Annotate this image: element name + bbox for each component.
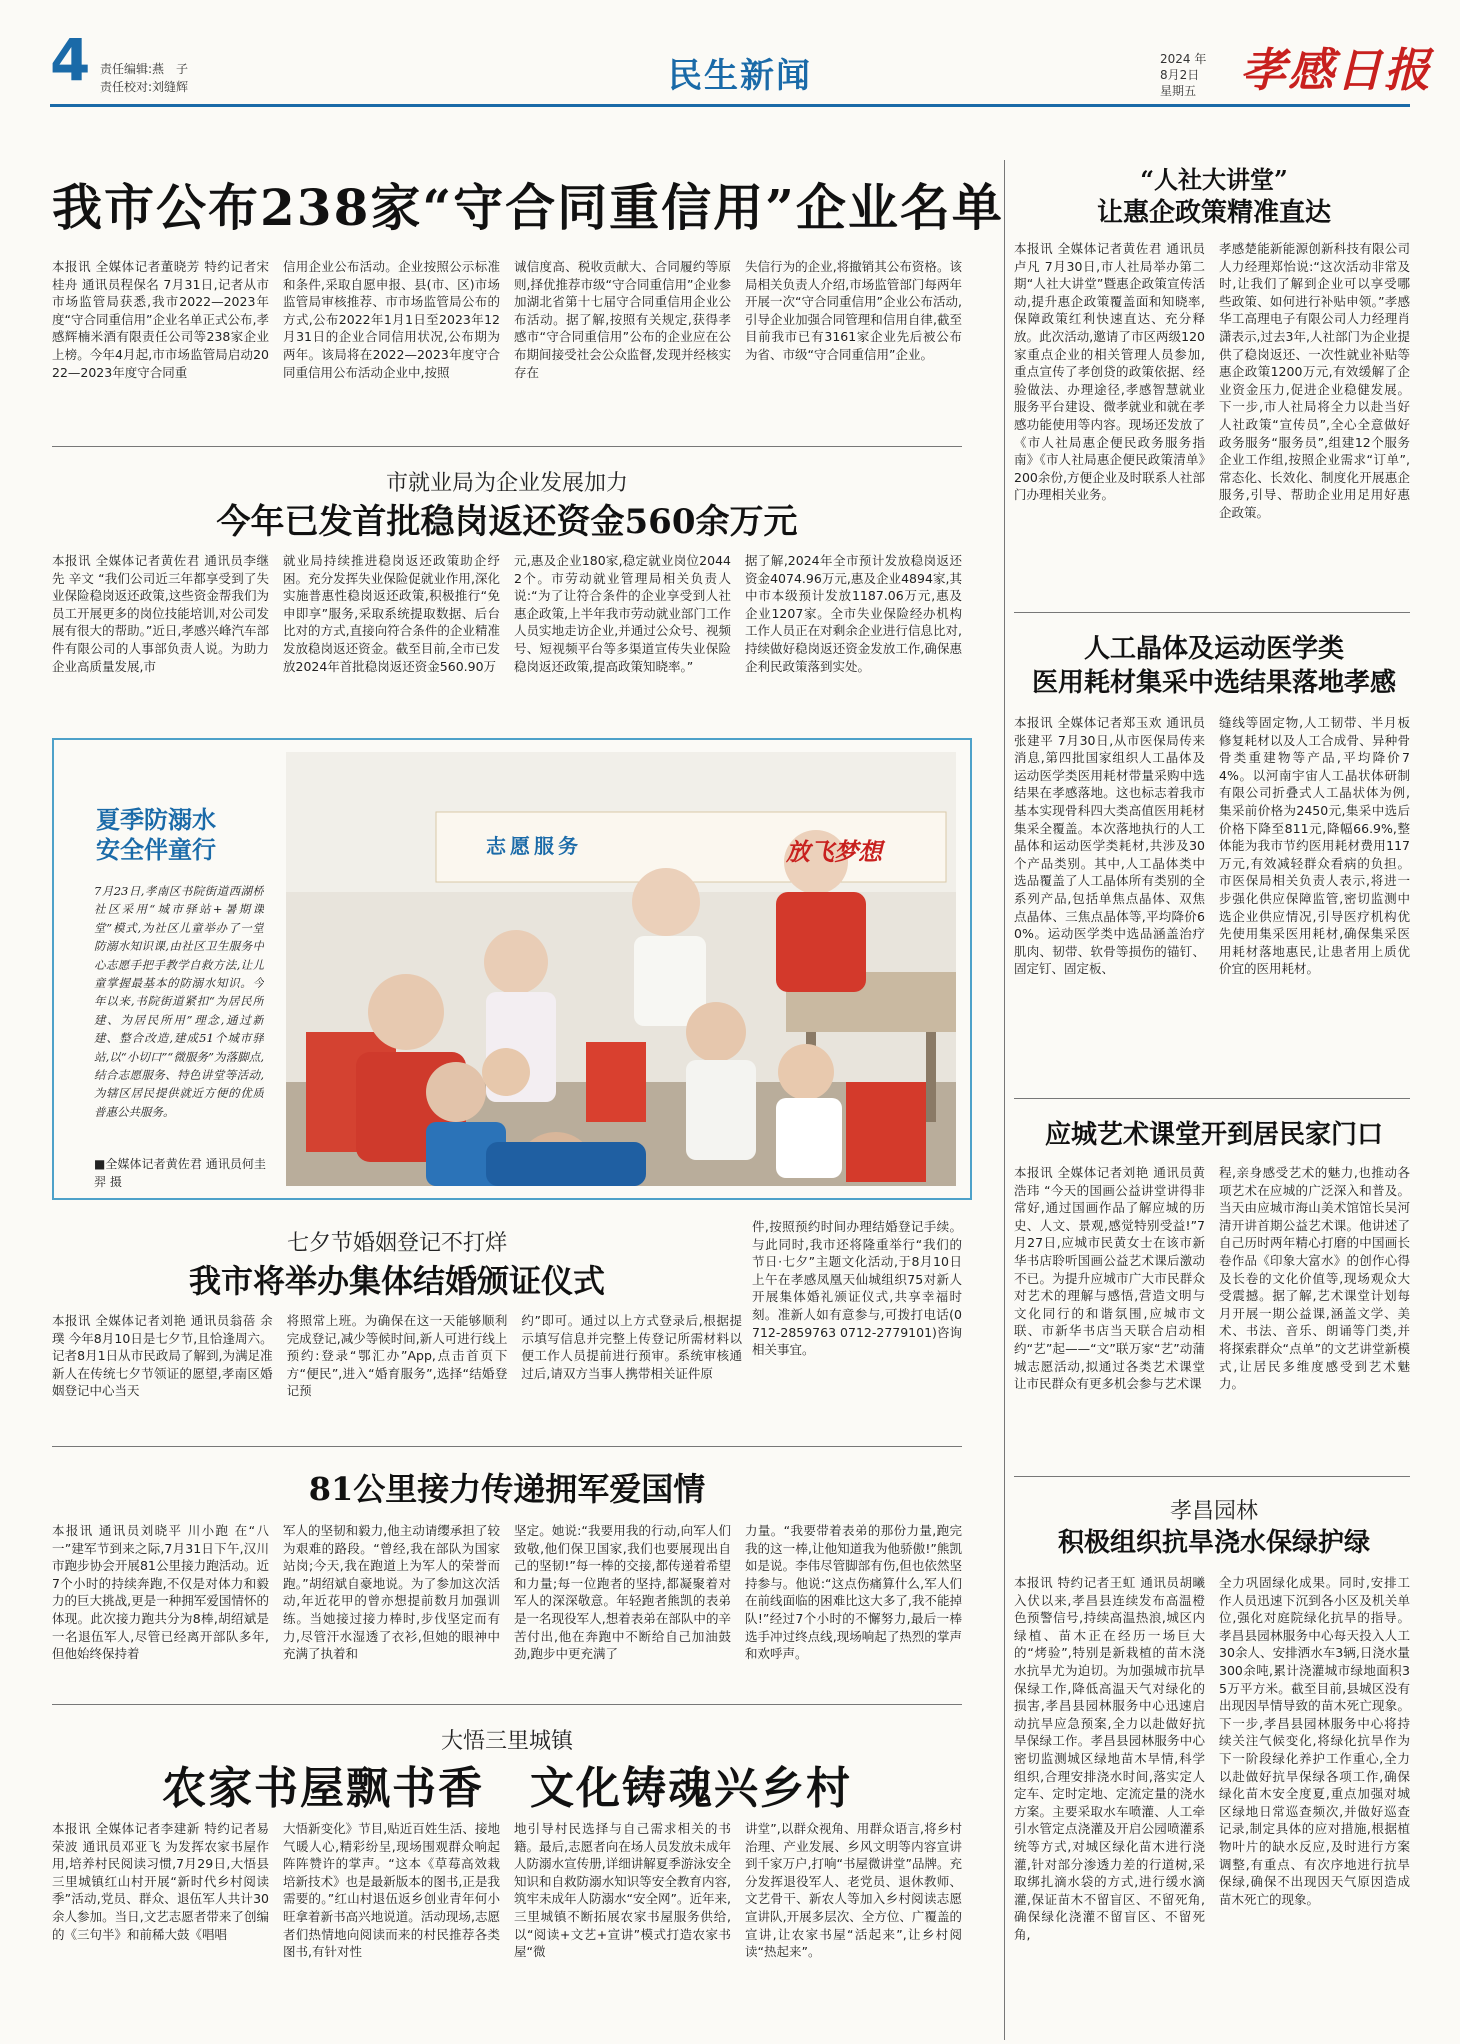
article1-col: 诚信度高、税收贡献大、合同履约等原则,择优推荐市级“守合同重信用”企业参加湖北省第十七届守合同重信用企业公布活动。据了解,按照有关规定,获得孝感市“守合同重信用”公布的企业应在公布期间接受社会公众监督,发现并经核实存在 [514,259,731,380]
article2-col: 就业局持续推进稳岗返还政策助企纾困。充分发挥失业保险促就业作用,深化实施普惠性稳岗返还政策,积极推行“免申即享”服务,采取系统提取数据、后台比对的方式,直接向符合条件的企业精准发放稳岗返还资金。截至目前,全市已发放2024年首批稳岗返还资金560.90万 [283,553,500,674]
divider [52,1446,962,1447]
date-weekday: 星期五 [1160,84,1197,98]
article1-headline: 我市公布238家“守合同重信用”企业名单 [52,178,1004,237]
article5-headline: 农家书屋飘书香 文化铸魂兴乡村 [162,1763,852,1814]
article3-headline: 我市将举办集体结婚颁证仪式 [188,1262,605,1300]
page-header [0,0,1460,100]
article2-body [52,552,962,712]
date-day: 8月2日 [1160,68,1200,82]
divider [1014,1098,1410,1099]
article3-col: 件,按照预约时间办理结婚登记手续。与此同时,我市还将隆重举行“我们的节日·七夕”主题文化活动,于8月10日上午在孝感凤凰天仙城组织75对新人开展集体婚礼颁证仪式,共享幸福时刻。准新人如有意参与,可拨打电话(0712-2859763 0712-2779101)咨询相关事宜。 [752,1219,962,1358]
article1-body [52,258,962,428]
article8-col: 本报讯 全媒体记者刘艳 通讯员黄浩玮 “今天的国画公益讲堂讲得非常好,通过国画作品了解应城的历史、人文、景观,感觉特别受益!”7月27日,应城市民黄女士在该市新华书店聆听国画公益艺术课后激动不已。为提升应城市广大市民群众对艺术的理解与感悟,营造文明与文化同行的和谐氛围,应城市文联、市新华书店当天联合启动相约“艺”起——“文”联万家“艺”动蒲城志愿活动,拟通过各类艺术课堂让市民群众有更多机会参与艺术课 [1014,1165,1205,1392]
article3-col: 将照常上班。为确保在这一天能够顺利完成登记,减少等候时间,新人可进行线上预约:登录“鄂汇办”App,点击首页下方“便民”,进入“婚育服务”,选择“结婚登记预 [286,1313,508,1399]
children-safety-class-photo [286,752,956,1186]
date-year: 2024 年 [1160,52,1207,66]
editor-credit: 责任编辑:燕 子 [100,62,189,76]
article2-kicker: 市就业局为企业发展加力 [385,471,628,496]
article2-col: 元,惠及企业180家,稳定就业岗位20442个。市劳动就业管理局相关负责人说:“为了让符合条件的企业享受到人社惠企政策,上半年我市劳动就业部门工作人员实地走访企业,并通过公众号、视频号、短视频平台等多渠道宣传失业保险稳岗返还政策,提高政策知晓率。” [514,553,731,674]
article7-headline: 医用耗材集采中选结果落地孝感 [1031,668,1396,698]
article6-body [1014,240,1410,600]
column-divider [1004,160,1005,2040]
article8-col: 程,亲身感受艺术的魅力,也推动各项艺术在应城的广泛深入和普及。当天由应城市海山美术馆馆长吴河清开讲首期公益艺术课。他讲述了自己历时两年精心打磨的中国画长卷作品《印象大富水》的创作心得及长卷的文化价值等,现场观众大受震撼。据了解,艺术课堂计划每月开展一期公益课,涵盖文学、美术、书法、音乐、朗诵等门类,并将探索群众“点单”的文艺讲堂新模式,让居民多维度感受到艺术魅力。 [1219,1165,1410,1392]
photo-story-title: 夏季防溺水 [96,805,216,834]
header-rule [50,104,1410,107]
page-number: 4 [50,26,91,94]
divider [1014,1476,1410,1477]
article6-col: 本报讯 全媒体记者黄佐君 通讯员卢凡 7月30日,市人社局举办第二期“人社大讲堂”暨惠企政策宣传活动,提升惠企政策覆盖面和知晓率,保障政策红利快速直达、充分释放。此次活动,邀请了市区两级120家重点企业的相关管理人员参加,重点宣传了孝创贷的政策依据、经验做法、办理途径,孝感智慧就业服务平台建设、微孝就业和就在孝感功能使用等内容。现场还发放了《市人社局惠企便民政务服务指南》《市人社局惠企便民政策清单》200余份,方便企业及时联系人社部门办理相关业务。 [1014,241,1205,503]
divider [52,446,962,447]
divider [1014,612,1410,613]
article8-headline: 应城艺术课堂开到居民家门口 [1044,1120,1383,1150]
article7-body [1014,714,1410,1094]
article4-body [52,1522,962,1686]
article4-col: 力量。“我要带着表弟的那份力量,跑完我的这一棒,让他知道我为他骄傲!”熊凯如是说。李伟尽管脚部有伤,但也依然坚持参与。他说:“这点伤痛算什么,军人们在前线面临的困难比这大多了,我不能掉队!”经过7个小时的不懈努力,最后一棒选手冲过终点线,现场响起了热烈的掌声和欢呼声。 [745,1523,962,1662]
article9-body [1014,1574,1410,2026]
volunteer-banner: 志愿服务 [486,834,582,858]
photo-illustration [286,752,956,1186]
wall-slogan: 放飞梦想 [786,837,882,866]
article1-col: 本报讯 全媒体记者董晓芳 特约记者宋桂舟 通讯员程保名 7月31日,记者从市市场监管局获悉,我市2022—2023年度“守合同重信用”企业名单正式公布,孝感辉楠米酒有限责任公司等238家企业上榜。今年4月起,市市场监管局启动2022—2023年度守合同重 [52,259,269,380]
article5-col: 地引导村民选择与自己需求相关的书籍。最后,志愿者向在场人员发放未成年人防溺水宣传册,详细讲解夏季游泳安全知识和自救防溺水知识等安全教育内容,筑牢未成年人防溺水“安全网”。近年来,三里城镇不断拓展农家书屋服务供给,以“阅读+文艺+宣讲”模式打造农家书屋“微 [514,1821,731,1960]
article9-kicker: 孝昌园林 [1169,1499,1258,1524]
article1-col: 失信行为的企业,将撤销其公布资格。该局相关负责人介绍,市场监管部门每两年开展一次“守合同重信用”企业公布活动,引导企业加强合同管理和信用自律,截至目前我市已有3161家企业先后被公布为省、市级“守合同重信用”企业。 [745,259,962,362]
article5-body [52,1820,962,2020]
article2-col: 本报讯 全媒体记者黄佐君 通讯员李继先 辛文 “我们公司近三年都享受到了失业保险稳岗返还政策,这些资金帮我们为员工开展更多的岗位技能培训,对公司发展有很大的帮助。”近日,孝感兴峰汽车部件有限公司的人事部负责人说。为助力企业高质量发展,市 [52,553,269,674]
article6-headline: 让惠企政策精准直达 [1096,198,1331,228]
article8-body [1014,1164,1410,1464]
article3-kicker: 七夕节婚姻登记不打烊 [286,1231,507,1256]
article3-col: 本报讯 全媒体记者刘艳 通讯员翁蓓 余璞 今年8月10日是七夕节,且恰逢周六。记者8月1日从市民政局了解到,为满足准新人在传统七夕节领证的愿望,孝南区婚姻登记中心当天 [52,1313,273,1399]
article7-headline: 人工晶体及运动医学类 [1083,634,1344,664]
photo-story-caption: 7月23日,孝南区书院街道西湖桥社区采用“城市驿站+暑期课堂”模式,为社区儿童举办了一堂防溺水知识课,由社区卫生服务中心志愿手把手教学自救方法,让儿童掌握最基本的防溺水知识。今年以来,书院街道紧扣“为居民所建、为居民所用”理念,通过新建、整合改造,建成51个城市驿站,以“小切口”“微服务”为落脚点,结合志愿服务、特色讲堂等活动,为辖区居民提供就近方便的优质普惠公共服务。 [94,884,264,1119]
article9-col: 本报讯 特约记者王虹 通讯员胡曦 入伏以来,孝昌县连续发布高温橙色预警信号,持续高温热浪,城区内绿植、苗木正在经历一场巨大的“烤验”,特别是新栽植的苗木浇水抗旱尤为迫切。为加强城市抗旱保绿工作,降低高温天气对绿化的损害,孝昌县园林服务中心迅速启动抗旱应急预案,全力以赴做好抗旱保绿工作。孝昌县园林服务中心密切监测城区绿地苗木旱情,科学组织,合理安排浇水时间,落实定人定车、定时定地、定流定量的浇水方案。主要采取水车喷灌、人工牵引水管定点浇灌及开启公园喷灌系统等方式,对城区绿化苗木进行浇灌,针对部分渗透力差的行道树,采取绑扎滴水袋的方式,进行缓水滴灌,保证苗木不留盲区、不留死角,确保绿化浇灌不留盲区、不留死角, [1014,1575,1205,1942]
article5-kicker: 大悟三里城镇 [440,1729,573,1754]
article3-col: 约”即可。通过以上方式登录后,根据提示填写信息并完整上传登记所需材料以便工作人员提前进行预审。系统审核通过后,请双方当事人携带相关证件原 [521,1313,743,1381]
article2-headline: 今年已发首批稳岗返还资金560余万元 [216,502,798,542]
article5-col: 大悟新变化》节目,贴近百姓生活、接地气暖人心,精彩纷呈,现场围观群众响起阵阵赞许的掌声。“这本《草莓高效栽培新技术》也是最新版本的图书,正是我需要的。”红山村退伍返乡创业青年何小旺拿着新书高兴地说道。活动现场,志愿者们热情地向阅读而来的村民推荐各类图书,有针对性 [283,1821,500,1960]
masthead-logo: 孝感日报 [1240,43,1432,97]
article9-col: 全力巩固绿化成果。同时,安排工作人员迅速下沉到各小区及机关单位,强化对庭院绿化抗旱的指导。孝昌县园林服务中心每天投入人工30余人、安排洒水车3辆,日浇水量300余吨,累计浇灌城市绿地面积35万平方米。截至目前,县城区没有出现因旱情导致的苗木死亡现象。下一步,孝昌县园林服务中心将持续关注气候变化,将绿化抗旱作为下一阶段绿化养护工作重心,全力以赴做好抗旱保绿各项工作,确保绿化苗木安全度夏,重点加强对城区绿地日常巡查频次,并做好巡查记录,制定具体的应对措施,根据植物叶片的缺水反应,及时进行方案调整,有重点、有次序地进行抗旱保绿,确保不出现因天气原因造成苗木死亡的现象。 [1219,1575,1410,1907]
article4-col: 坚定。她说:“我要用我的行动,向军人们致敬,他们保卫国家,我们也要展现出自己的坚韧!”每一棒的交接,都传递着希望和力量;每一位跑者的坚持,都凝聚着对军人的深深敬意。年轻跑者熊凯的表弟是一名现役军人,想着表弟在部队中的辛苦付出,他在奔跑中不断给自己加油鼓劲,跑步中更充满了 [514,1523,731,1662]
article5-col: 讲堂”,以群众视角、用群众语言,将乡村治理、产业发展、乡风文明等内容宣讲到千家万户,打响“书屋微讲堂”品牌。充分发挥退役军人、老党员、退休教师、文艺骨干、新农人等加入乡村阅读志愿宣讲队,开展多层次、全方位、广覆盖的宣讲,让农家书屋“活起来”,让乡村阅读“热起来”。 [745,1821,962,1960]
section-title: 民生新闻 [668,56,812,96]
article7-col: 本报讯 全媒体记者郑玉欢 通讯员张建平 7月30日,从市医保局传来消息,第四批国家组织人工晶体及运动医学类医用耗材带量采购中选结果在孝感落地。这也标志着我市基本实现骨科四大类高值医用耗材集采全覆盖。本次落地执行的人工晶体和运动医学类耗材,共涉及30个产品类别。其中,人工晶体类中选品覆盖了人工晶体所有类别的全系列产品,包括单焦点晶体、双焦点晶体、三焦点晶体等,平均降价60%。运动医学类中选品涵盖治疗肌肉、韧带、软骨等损伤的锚钉、固定钉、固定板、 [1014,715,1205,977]
article1-col: 信用企业公布活动。企业按照公示标准和条件,采取自愿申报、县(市、区)市场监管局审核推荐、市市场监管局公布的方式,公布2022年1月1日至2023年12月31日的企业合同信用状况,公布期为两年。该局将在2022—2023年度守合同重信用公布活动企业中,按照 [283,259,500,380]
photo-story-title: 安全伴童行 [96,835,216,864]
article4-col: 军人的坚韧和毅力,他主动请缨承担了较为艰难的路段。“曾经,我在部队为国家站岗;今天,我在跑道上为军人的荣誉而跑。”胡绍斌自豪地说。为了参加这次活动,年近花甲的曾亦想提前数月加强训练。当她接过接力棒时,步伐坚定而有力,尽管汗水湿透了衣衫,但她的眼神中充满了执着和 [283,1523,500,1662]
article6-col: 孝感楚能新能源创新科技有限公司人力经理郑怡说:“这次活动非常及时,让我们了解到企业可以享受哪些政策、如何进行补贴申领。”孝感华工高理电子有限公司人力经理肖潇表示,过去3年,人社部门为企业提供了稳岗返还、一次性就业补贴等惠企政策1200万元,有效缓解了企业资金压力,促进企业稳健发展。下一步,市人社局将全力以赴当好人社政策“宣传员”,全心全意做好政务服务“服务员”,组建12个服务企业工作组,按照企业需求“订单”,常态化、长效化、制度化开展惠企服务,引导、帮助企业用足用好惠企政策。 [1219,241,1410,520]
article9-headline: 积极组织抗旱浇水保绿护绿 [1057,1528,1370,1558]
article7-col: 缝线等固定物,人工韧带、半月板修复耗材以及人工合成骨、异种骨骨类重建物等产品,平均降价74%。以河南宇宙人工晶状体研制有限公司折叠式人工晶状体为例,集采前价格为2450元,集采中选后价格下降至811元,降幅66.9%,整体能为我市节约医用耗材费用117万元,有效减轻群众看病的负担。市医保局相关负责人表示,将进一步强化供应保障监管,密切监测中选企业供应情况,引导医疗机构优先使用集采医用耗材,确保集采医用耗材落地惠民,让患者用上质优价宜的医用耗材。 [1219,715,1410,977]
article3-body [52,1312,742,1432]
article6-kicker: “人社大讲堂” [1140,165,1288,194]
proofreader-credit: 责任校对:刘缝辉 [100,80,189,94]
divider [52,1704,962,1705]
article5-col: 本报讯 全媒体记者李建新 特约记者易荣波 通讯员邓亚飞 为发挥农家书屋作用,培养村民阅读习惯,7月29日,大悟县三里城镇红山村开展“新时代乡村阅读季”活动,党员、群众、退伍军人共计30余人参加。当日,文艺志愿者带来了创编的《三句半》和前稀大鼓《唱唱 [52,1821,269,1942]
photo-credit: ■全媒体记者黄佐君 通讯员何圭羿 摄 [94,1157,266,1189]
article4-headline: 81公里接力传递拥军爱国情 [308,1470,706,1508]
article4-col: 本报讯 通讯员刘晓平 川小跑 在“八一”建军节到来之际,7月31日下午,汉川市跑步协会开展81公里接力跑活动。近7个小时的持续奔跑,不仅是对体力和毅力的巨大挑战,更是一种拥军爱国情怀的体现。此次接力跑共分为8棒,胡绍斌是一名退伍军人,尽管已经离开部队多年,但他始终保持着 [52,1523,269,1662]
article2-col: 据了解,2024年全市预计发放稳岗返还资金4074.96万元,惠及企业4894家,其中市本级预计发放1187.06万元,惠及企业1207家。全市失业保险经办机构工作人员正在对剩余企业进行信息比对,持续做好稳岗返还资金发放工作,确保惠企利民政策落到实处。 [745,553,962,674]
